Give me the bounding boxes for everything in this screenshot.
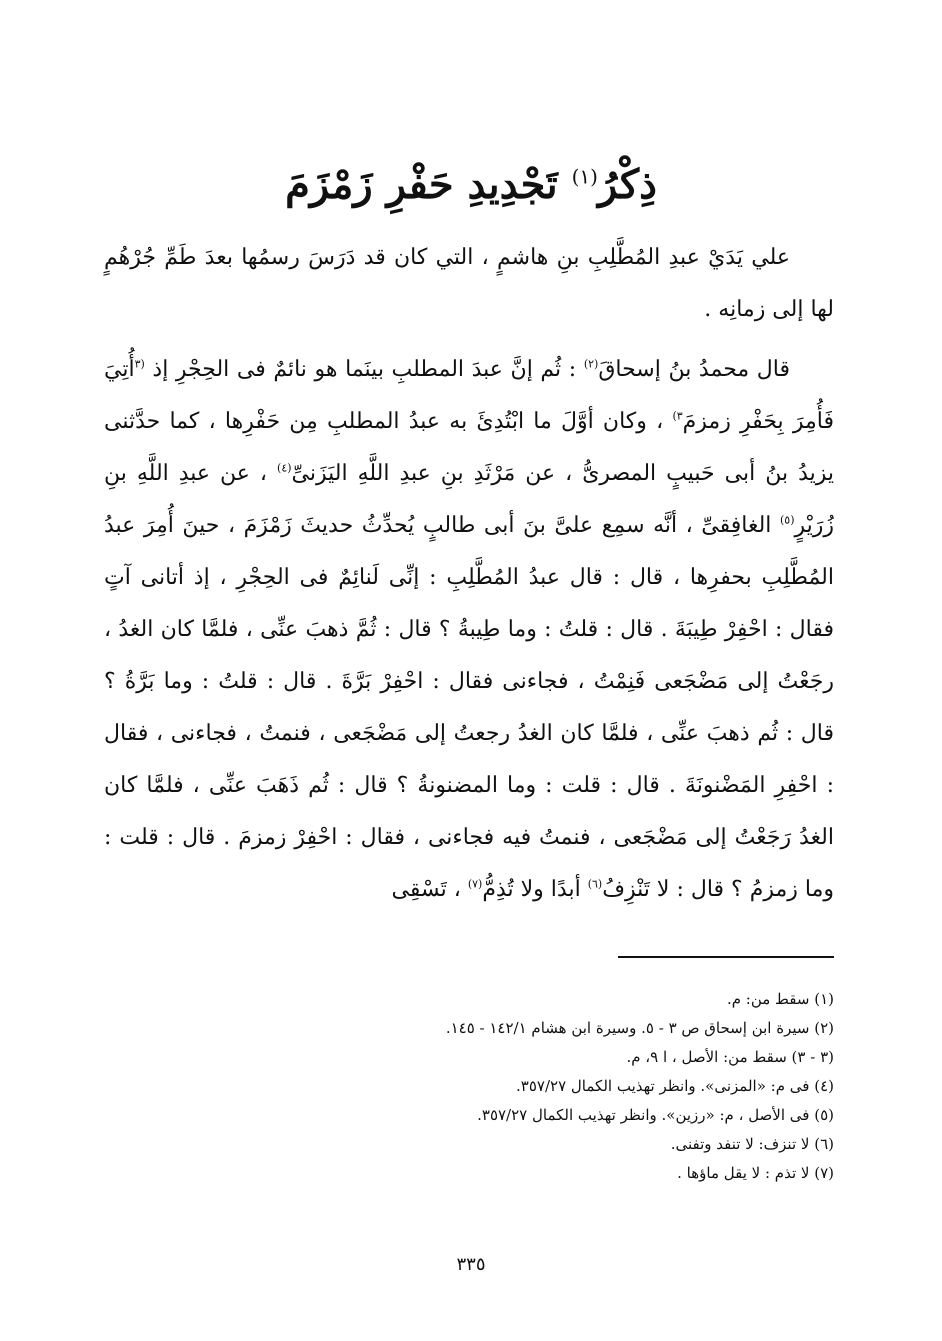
paragraph-1: علي يَدَيْ عبدِ المُطَّلِبِ بنِ هاشمٍ ، التي كان قد دَرَسَ رسمُها بعدَ طَمِّ جُرْهُمٍ لها إلى زمانِه .: [104, 245, 834, 322]
title-footnote-ref[interactable]: (١): [571, 164, 598, 189]
paragraph-2-part: ، عن عبدِ اللَّهِ بنِ زُرَيْرٍ: [104, 461, 834, 538]
footnote-ref-7[interactable]: (٧): [467, 877, 483, 891]
chapter-title: [0, 155, 942, 215]
paragraph-2-part: ، وكان أوَّلَ ما ابْتُدِئَ به عبدُ المطلبِ مِن حَفْرِها ، كما حدَّثنى يزيدُ بنُ أبى حَبيبٍ المصرىُّ ، عن مَرْثَدِ بنِ عبدِ اللَّهِ اليَزَنىِّ: [104, 409, 834, 486]
footnote-ref-4[interactable]: (٤): [277, 461, 292, 475]
footnote-6: (٦) لا تنزف: لا تنفد وتفنى.: [670, 1135, 834, 1153]
paragraph-2-part: أُتِيَ فَأُمِرَ بِحَفْرِ زمزمَ: [104, 357, 835, 434]
footnote-3: (٣ - ٣) سقط من: الأصل ، ا ٩، م.: [626, 1048, 834, 1066]
footnote-5: (٥) فى الأصل ، م: «رزين». وانظر تهذيب الكمال ٣٥٧/٢٧.: [477, 1106, 834, 1124]
paragraph-2: [104, 344, 834, 916]
title-text-after: تَجْدِيدِ حَفْرِ زَمْزَمَ: [285, 160, 558, 208]
footnote-ref-6[interactable]: (٦): [587, 877, 603, 891]
paragraph-2-part: : ثُم إنَّ عبدَ المطلبِ بينَما هو نائمٌ فى الحِجْرِ إذ: [144, 357, 584, 382]
footnote-ref-2[interactable]: (٢): [583, 357, 599, 371]
page-number: ٣٣٥: [456, 1254, 486, 1275]
paragraph-2-part: قال محمدُ بنُ إسحاقَ: [598, 357, 790, 382]
title-text-before: ذِكْرُ: [597, 160, 657, 208]
footnote-1: (١) سقط من: م.: [726, 990, 834, 1008]
footnote-7: (٧) لا تذم : لا يقل ماؤها .: [677, 1164, 834, 1182]
main-text: [104, 232, 834, 916]
footnotes-list: [134, 985, 834, 1188]
footnote-divider: [618, 956, 834, 958]
footnote-2: (٢) سيرة ابن إسحاق ص ٣ - ٥. وسيرة ابن هشام ١٤٢/١ - ١٤٥.: [445, 1019, 834, 1037]
footnote-4: (٤) فى م: «المزنى». وانظر تهذيب الكمال ٣٥٧/٢٧.: [516, 1077, 834, 1095]
footnote-ref-3-end[interactable]: ٣): [672, 409, 683, 423]
footnote-ref-5[interactable]: (٥): [779, 513, 795, 527]
paragraph-2-part: ، تَسْقِى: [391, 877, 468, 902]
paragraph-2-part: الغافِقىِّ ، أنَّه سمِع علىَّ بنَ أبى طالبٍ يُحدِّثُ حديثَ زَمْزَمَ ، حينَ أُمِرَ عبدُ المُطَّلِبِ بحفرِها ، قال : قال عبدُ المُطَّلِبِ : إنِّى لَنائِمٌ فى الحِجْرِ ، إذ أتانى آتٍ فقال : احْفِرْ طِيبَةَ . قال : قلتُ : وما طِيبةُ ؟ قال : ثُمَّ ذهبَ عنِّى ، فلمَّا كان الغدُ ، رجَعْتُ إلى مَضْجَعى فَنِمْتُ ، فجاءنى فقال : احْفِرْ بَرَّةَ . قال : قلتُ : وما بَرَّةُ ؟ قال : ثُم ذهبَ عنِّى ، فلمَّا كان الغدُ رجعتُ إلى مَضْجَعى ، فنمتُ ، فجاءنى ، فقال : احْفِرِ المَضْنونَةَ . قال : قلت : وما المضنونةُ ؟ قال : ثُم ذَهَبَ عنِّى ، فلمَّا كان الغدُ رَجَعْتُ إلى مَضْجَعى ، فنمتُ فيه فجاءنى ، فقال : احْفِرْ زمزمَ . قال : قلت : وما زمزمُ ؟ قال : لا تَنْزِفُ: [104, 513, 834, 902]
paragraph-2-part: أبدًا ولا تُذِمُّ: [482, 877, 588, 902]
footnote-ref-3-start[interactable]: (٣: [134, 357, 145, 371]
